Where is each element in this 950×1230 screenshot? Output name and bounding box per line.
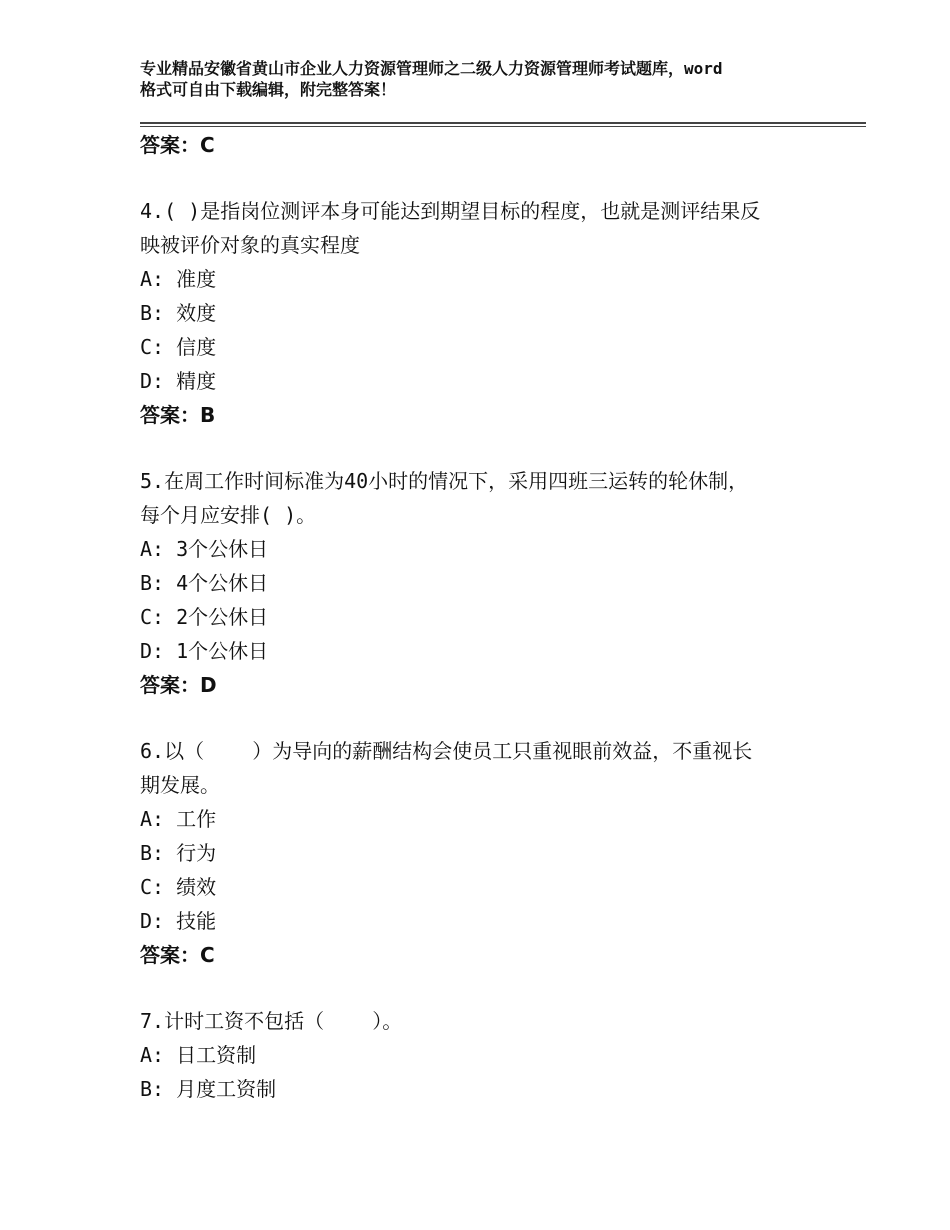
option-d: D: 精度 [140,369,217,393]
option-d: D: 1个公休日 [140,639,269,663]
option-b: B: 效度 [140,301,217,325]
option-b: B: 月度工资制 [140,1077,277,1101]
question-4 [140,194,840,432]
option-a: A: 日工资制 [140,1043,257,1067]
answer-label: 答案：C [140,943,215,967]
option-b: B: 4个公休日 [140,571,269,595]
question-stem-line: 7.计时工资不包括（ ）。 [140,1009,403,1033]
option-a: A: 工作 [140,807,217,831]
option-c: C: 信度 [140,335,217,359]
document-body [140,128,840,1106]
question-stem [140,734,820,802]
question-6 [140,734,840,972]
question-stem [140,1004,820,1038]
question-stem-line: 期发展。 [140,773,220,797]
header-divider-thin [140,126,866,127]
question-stem [140,194,820,262]
question-5 [140,464,840,702]
option-d: D: 技能 [140,909,217,933]
question-stem-line: 每个月应安排( )。 [140,503,317,527]
question-7 [140,1004,840,1106]
option-b: B: 行为 [140,841,217,865]
header-divider [140,122,866,124]
answer-label: 答案：C [140,133,215,157]
header-line-1: 专业精品安徽省黄山市企业人力资源管理师之二级人力资源管理师考试题库，word [140,59,723,78]
question-stem-line: 映被评价对象的真实程度 [140,233,360,257]
answer-label: 答案：D [140,673,217,697]
page-header [140,58,830,100]
question-stem-line: 6.以（ ）为导向的薪酬结构会使员工只重视眼前效益，不重视长 [140,739,753,763]
header-line-2: 格式可自由下载编辑，附完整答案！ [140,80,397,99]
option-a: A: 准度 [140,267,217,291]
option-a: A: 3个公休日 [140,537,269,561]
question-stem [140,464,820,532]
option-c: C: 2个公休日 [140,605,269,629]
answer-label: 答案：B [140,403,216,427]
question-stem-line: 4.( )是指岗位测评本身可能达到期望目标的程度，也就是测评结果反 [140,199,761,223]
option-c: C: 绩效 [140,875,217,899]
question-stem-line: 5.在周工作时间标准为40小时的情况下，采用四班三运转的轮休制， [140,469,749,493]
